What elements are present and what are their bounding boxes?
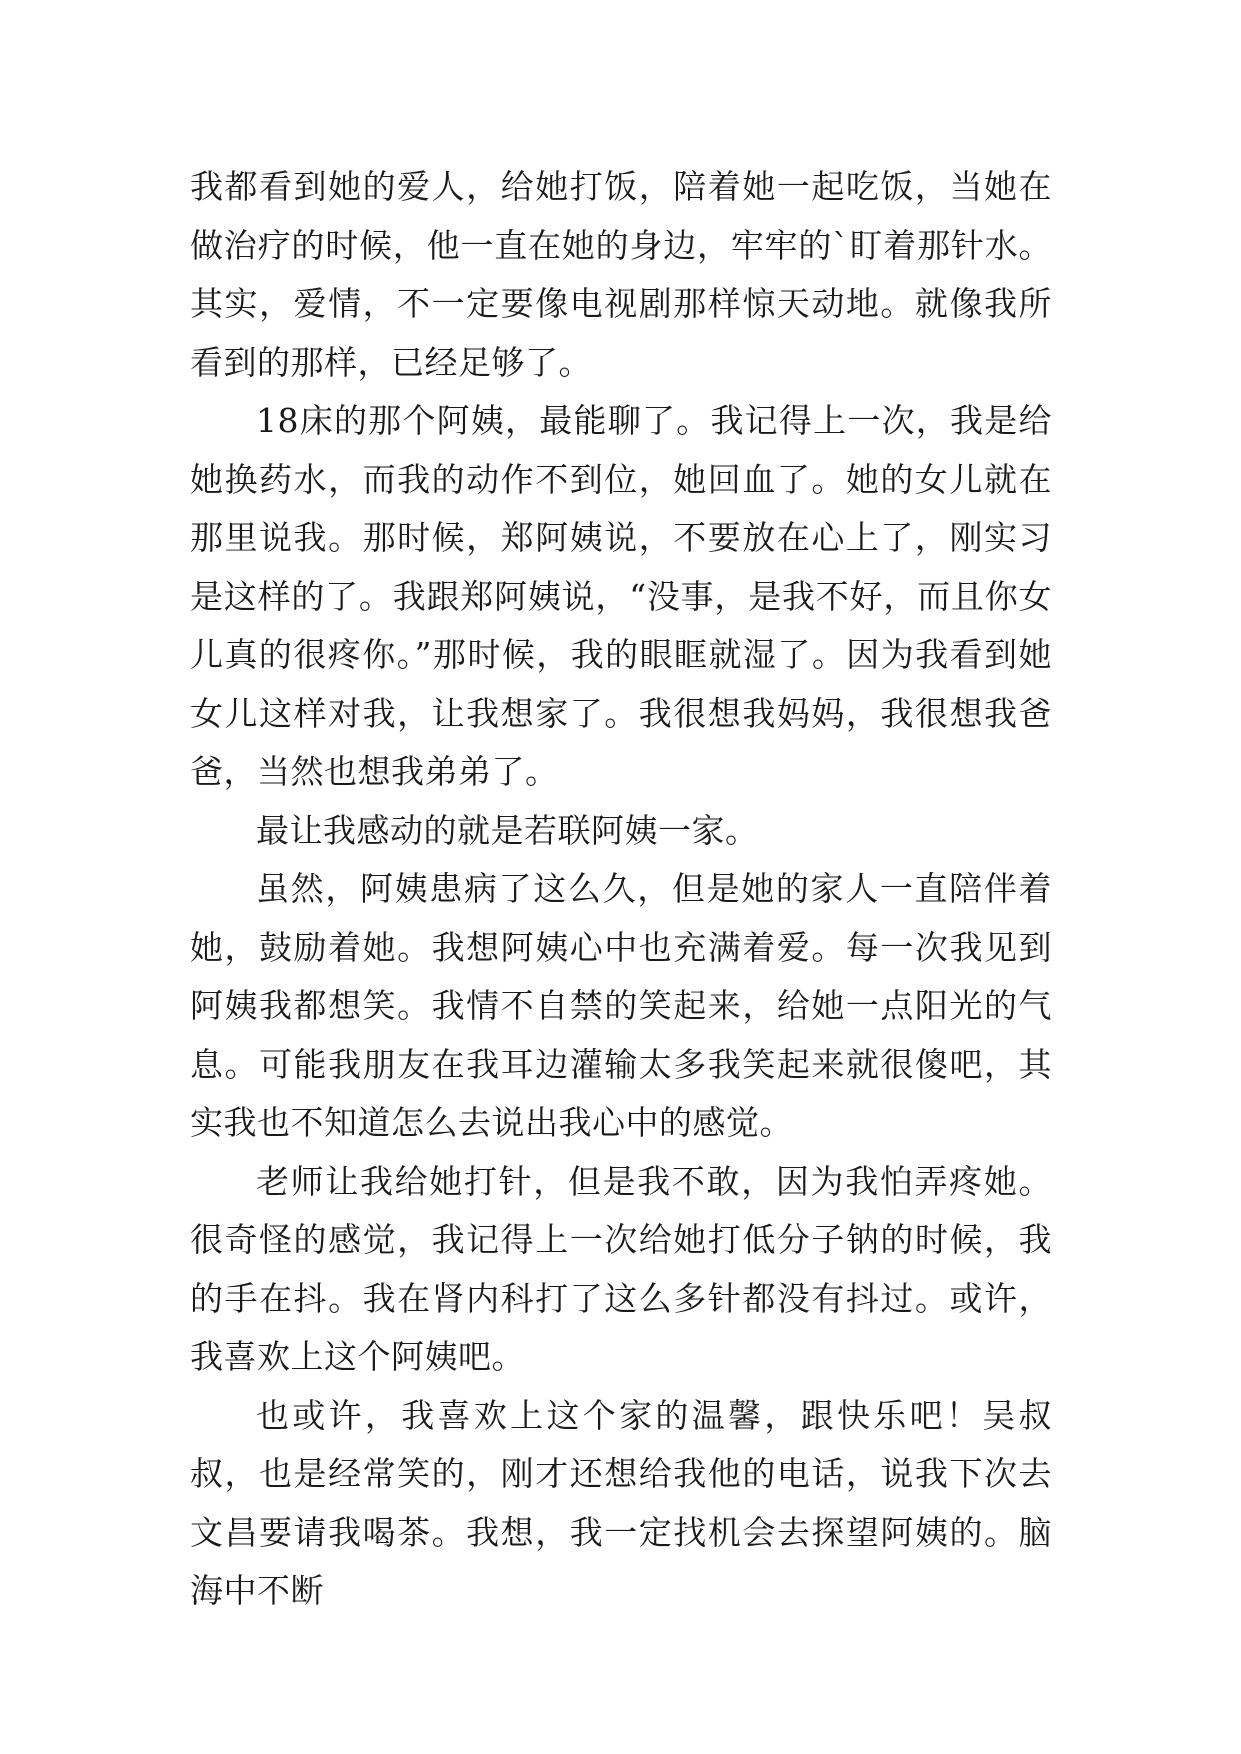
paragraph-6: 也或许，我喜欢上这个家的温馨，跟快乐吧！吴叔叔，也是经常笑的，刚才还想给我他的电话，说我下次去文昌要请我喝茶。我想，我一定找机会去探望阿姨的。脑海中不断 (190, 1395, 1052, 1610)
paragraph-1: 我都看到她的爱人，给她打饭，陪着她一起吃饭，当她在做治疗的时候，他一直在她的身边，牢牢的`盯着那针水。其实，爱情，不一定要像电视剧那样惊天动地。就像我所看到的那样，已经足够了。 (190, 167, 1052, 382)
paragraph-5: 老师让我给她打针，但是我不敢，因为我怕弄疼她。很奇怪的感觉，我记得上一次给她打低分子钠的时候，我的手在抖。我在肾内科打了这么多针都没有抖过。或许，我喜欢上这个阿姨吧。 (190, 1161, 1052, 1376)
document-body (190, 158, 1052, 1621)
paragraph-2: 18床的那个阿姨，最能聊了。我记得上一次，我是给她换药水，而我的动作不到位，她回血了。她的女儿就在那里说我。那时候，郑阿姨说，不要放在心上了，刚实习是这样的了。我跟郑阿姨说，“没事，是我不好，而且你女儿真的很疼你。”那时候，我的眼眶就湿了。因为我看到她女儿这样对我，让我想家了。我很想我妈妈，我很想我爸爸，当然也想我弟弟了。 (190, 401, 1052, 791)
paragraph-4: 虽然，阿姨患病了这么久，但是她的家人一直陪伴着她，鼓励着她。我想阿姨心中也充满着爱。每一次我见到阿姨我都想笑。我情不自禁的笑起来，给她一点阳光的气息。可能我朋友在我耳边灌输太多我笑起来就很傻吧，其实我也不知道怎么去说出我心中的感觉。 (190, 869, 1052, 1142)
paragraph-3: 最让我感动的就是若联阿姨一家。 (256, 810, 759, 850)
